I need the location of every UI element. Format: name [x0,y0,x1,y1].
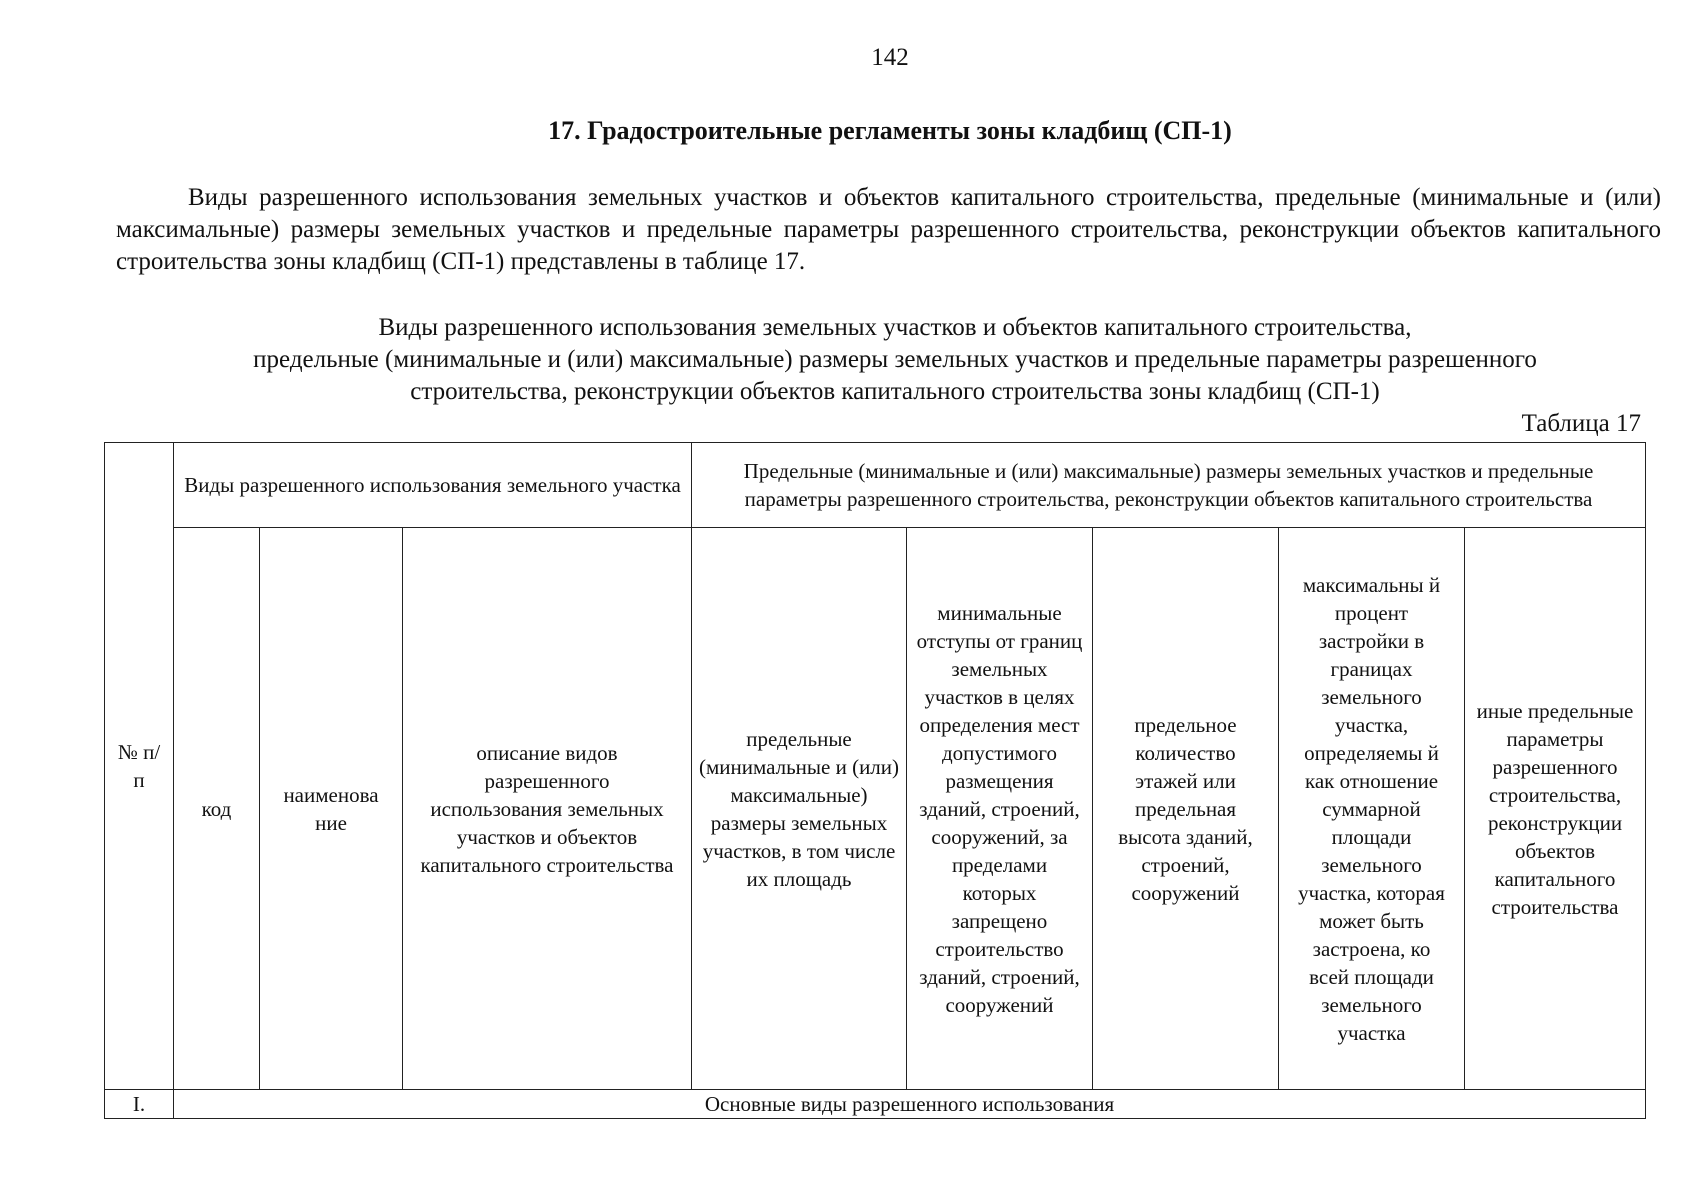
header-description: описание видов разрешенного использования земельных участков и объектов капитального строительства [403,528,692,1090]
header-coverage: максимальны й процент застройки в границах земельного участка, определяемы й как отношение суммарной площади земельного участка, которая может быть застроена, ко всей площади земельного участка [1279,528,1465,1090]
page-number: 142 [871,44,909,71]
header-num: № п/ п [105,443,174,1090]
section-title-cell: Основные виды разрешенного использования [174,1090,1646,1119]
table-caption-line-1: Виды разрешенного использования земельных участков и объектов капитального строительства, [378,314,1412,341]
regulations-table [104,442,1646,1119]
header-group-use-types: Виды разрешенного использования земельного участка [174,443,692,528]
table-header-row [105,443,1646,528]
table-subheader-row [105,528,1646,1090]
table-section-row [105,1090,1646,1119]
table-caption-line-3: строительства, реконструкции объектов капитального строительства зоны кладбищ (СП-1) [410,378,1380,405]
section-title: 17. Градостроительные регламенты зоны кладбищ (СП-1) [548,116,1232,145]
intro-paragraph: Виды разрешенного использования земельных участков и объектов капитального строительства, предельные (минимальные и (или) максимальные) размеры земельных участков и предельные параметры разрешенного строительства, реконструкции объектов капитального строительства зоны кладбищ (СП-1) представлены в таблице 17. [116,184,1661,275]
table-caption [130,312,1660,408]
header-other: иные предельные параметры разрешенного строительства, реконструкции объектов капитального строительства [1465,528,1646,1090]
section-num: I. [105,1090,174,1119]
header-name: наименова ние [260,528,403,1090]
table-label: Таблица 17 [1521,410,1641,437]
header-floors: предельное количество этажей или предельная высота зданий, строений, сооружений [1093,528,1279,1090]
header-size: предельные (минимальные и (или) максимальные) размеры земельных участков, в том числе их площадь [692,528,907,1090]
header-code: код [174,528,260,1090]
header-group-parameters: Предельные (минимальные и (или) максимальные) размеры земельных участков и предельные параметры разрешенного строительства, реконструкции объектов капитального строительства [692,443,1646,528]
header-setbacks: минимальные отступы от границ земельных участков в целях определения мест допустимого размещения зданий, строений, сооружений, за пределами которых запрещено строительство зданий, строений, сооружений [907,528,1093,1090]
table-caption-line-2: предельные (минимальные и (или) максимальные) размеры земельных участков и предельные параметры разрешенного [253,346,1537,373]
